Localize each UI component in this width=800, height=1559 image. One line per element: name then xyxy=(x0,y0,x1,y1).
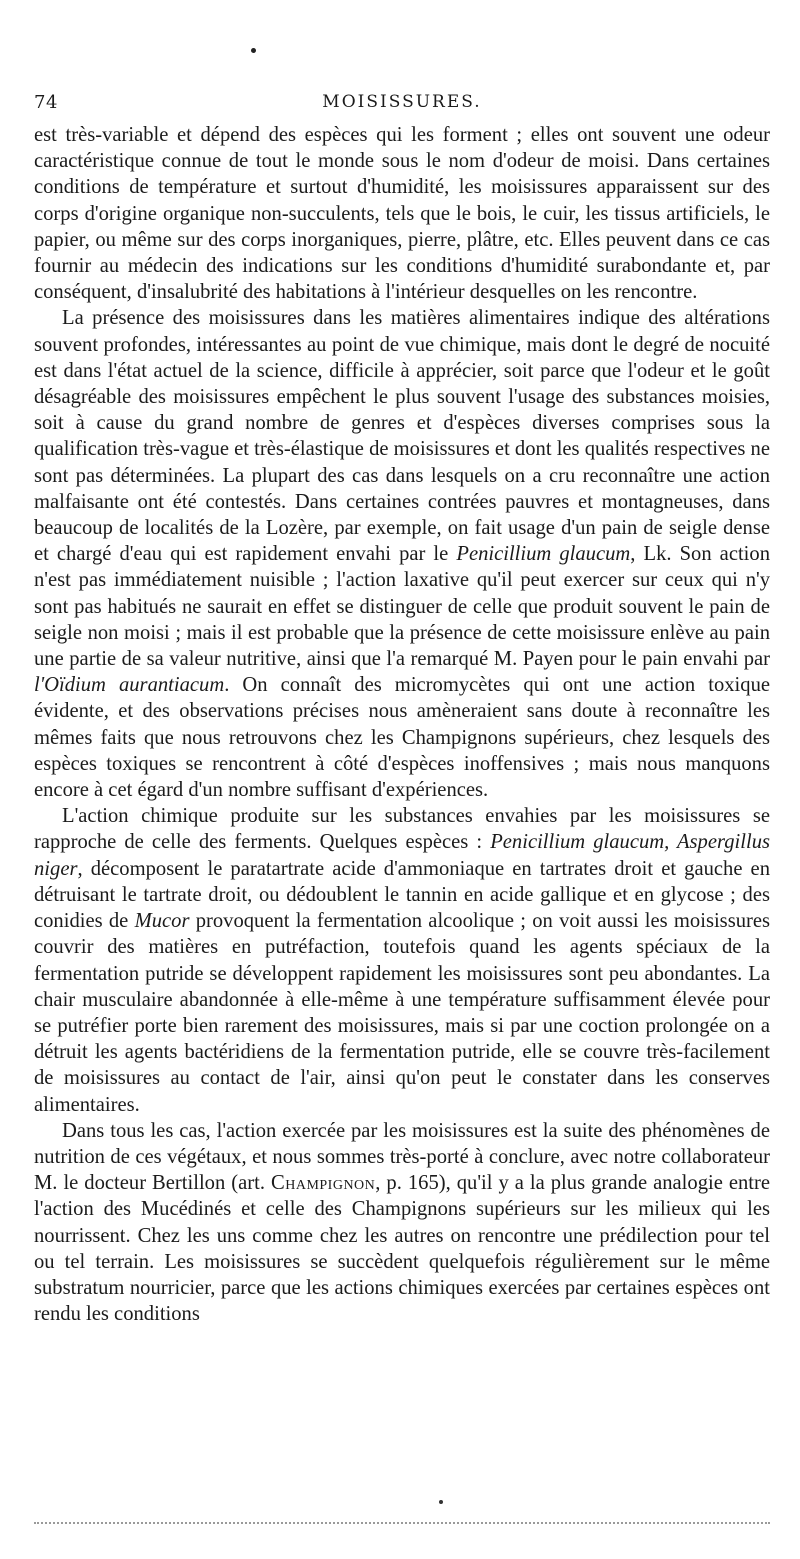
paragraph-3-text-b: , décomposent le paratartrate acide d'ammoniaque en tartrates droit et gauche en détruisant le tartrate droit, ou dédoublent le tannin en acide gallique et en glycose ; des conidies de xyxy=(34,857,770,933)
page-header xyxy=(34,92,770,116)
paragraph-1-text: est très-variable et dépend des espèces qui les forment ; elles ont souvent une odeur caractéristique connue de tout le monde sous le nom d'odeur de moisi. Dans certaines conditions de température et surtout d'humidité, les moisissures apparaissent sur des corps d'origine organique non-succulents, tels que le bois, le cuir, les tissus artificiels, le papier, ou même sur des corps inorganiques, pierre, plâtre, etc. Elles peuvent dans ce cas fournir au médecin des indications sur les conditions d'humidité surabondante et, par conséquent, d'insalubrité des habitations à l'intérieur desquelles on les rencontre. xyxy=(34,124,770,304)
species-name: Penicillium glaucum xyxy=(456,543,631,566)
species-name: Penicillium glaucum, Aspergillus niger xyxy=(34,831,771,880)
ink-speck xyxy=(439,1500,443,1504)
paragraph-3-text-a: L'action chimique produite sur les substances envahies par les moisissures se rapproche de celle des ferments. Quelques espèces : xyxy=(34,805,770,854)
paragraph-2 xyxy=(34,305,770,803)
species-name: l'Oïdium aurantiacum xyxy=(34,674,225,697)
bottom-rule xyxy=(34,1522,770,1524)
paragraph-1 xyxy=(34,122,770,305)
paragraph-2-text-b: , Lk. Son action n'est pas immédiatement nuisible ; l'action laxative qu'il peut exercer sur ceux qui n'y sont pas habitués ne saurait en effet se distinguer de celle que produit souvent le pain de seigle non moisi ; mais il est probable que la présence de cette moisissure enlève au pain une partie de sa valeur nutritive, ainsi que l'a remarqué M. Payen pour le pain envahi par xyxy=(34,543,770,671)
paragraph-3-text-c: provoquent la fermentation alcoolique ; on voit aussi les moisissures couvrir des matières en putréfaction, toutefois quand les agents spéciaux de la fermentation putride se développent rapidement les moisissures sont peu abondantes. La chair musculaire abandonnée à elle-même à une température suffisamment élevée pour se putréfier porte bien rarement des moisissures, mais si par une coction prolongée on a détruit les agents bactéridiens de la fermentation putride, elle se couvre très-facilement de moisissures au contact de l'air, ainsi qu'on peut le constater dans les conserves alimentaires. xyxy=(34,910,771,1116)
book-page xyxy=(34,0,770,1559)
paragraph-2-text-a: La présence des moisissures dans les matières alimentaires indique des altérations souvent profondes, intéressantes au point de vue chimique, mais dont le degré de nocuité est dans l'état actuel de la science, difficile à apprécier, soit parce que l'odeur et le goût désagréable des moisissures empêchent le plus souvent l'usage des substances moisies, soit à cause du grand nombre de genres et d'espèces diverses comprises sous la qualification très-vague et très-élastique de moisissures et dont les qualités respectives ne sont pas déterminées. La plupart des cas dans lesquels on a cru reconnaître une action malfaisante ont été contestés. Dans certaines contrées pauvres et montagneuses, dans beaucoup de localités de la Lozère, par exemple, on fait usage d'un pain de seigle dense et chargé d'eau qui est rapidement envahi par le xyxy=(34,307,770,566)
genus-name: Mucor xyxy=(134,910,190,933)
paragraph-4-text-b: , p. 165), qu'il y a la plus grande analogie entre l'action des Mucédinés et celle des Champignons supérieurs sur les milieux qui les nourrissent. Chez les uns comme chez les autres on rencontre une prédilection pour tel ou tel terrain. Les moisissures se succèdent quelquefois régulièrement sur le même substratum nourricier, parce que les actions chimiques exercées par certaines espèces ont rendu les conditions xyxy=(34,1172,771,1326)
page-number: 74 xyxy=(34,92,58,113)
body-text xyxy=(34,122,770,1327)
running-title: MOISISSURES. xyxy=(322,92,482,112)
paragraph-4-text-a: Dans tous les cas, l'action exercée par les moisissures est la suite des phénomènes de nutrition de ces végétaux, et nous sommes très-porté à conclure, avec notre collaborateur M. le docteur Bertillon (art. xyxy=(34,1119,770,1195)
paragraph-3 xyxy=(34,803,770,1117)
paragraph-2-text-c: . On connaît des micromycètes qui ont une action toxique évidente, et des observations précises nous amèneraient sans doute à reconnaître les mêmes faits que nous retrouvons chez les Champignons supérieurs, chez lesquels des espèces toxiques se rencontrent à côté d'espèces inoffensives ; mais nous manquons encore à cet égard d'un nombre suffisant d'expériences. xyxy=(34,674,771,802)
article-reference: Champignon xyxy=(270,1172,376,1195)
ink-speck xyxy=(251,48,256,53)
paragraph-4 xyxy=(34,1118,770,1328)
